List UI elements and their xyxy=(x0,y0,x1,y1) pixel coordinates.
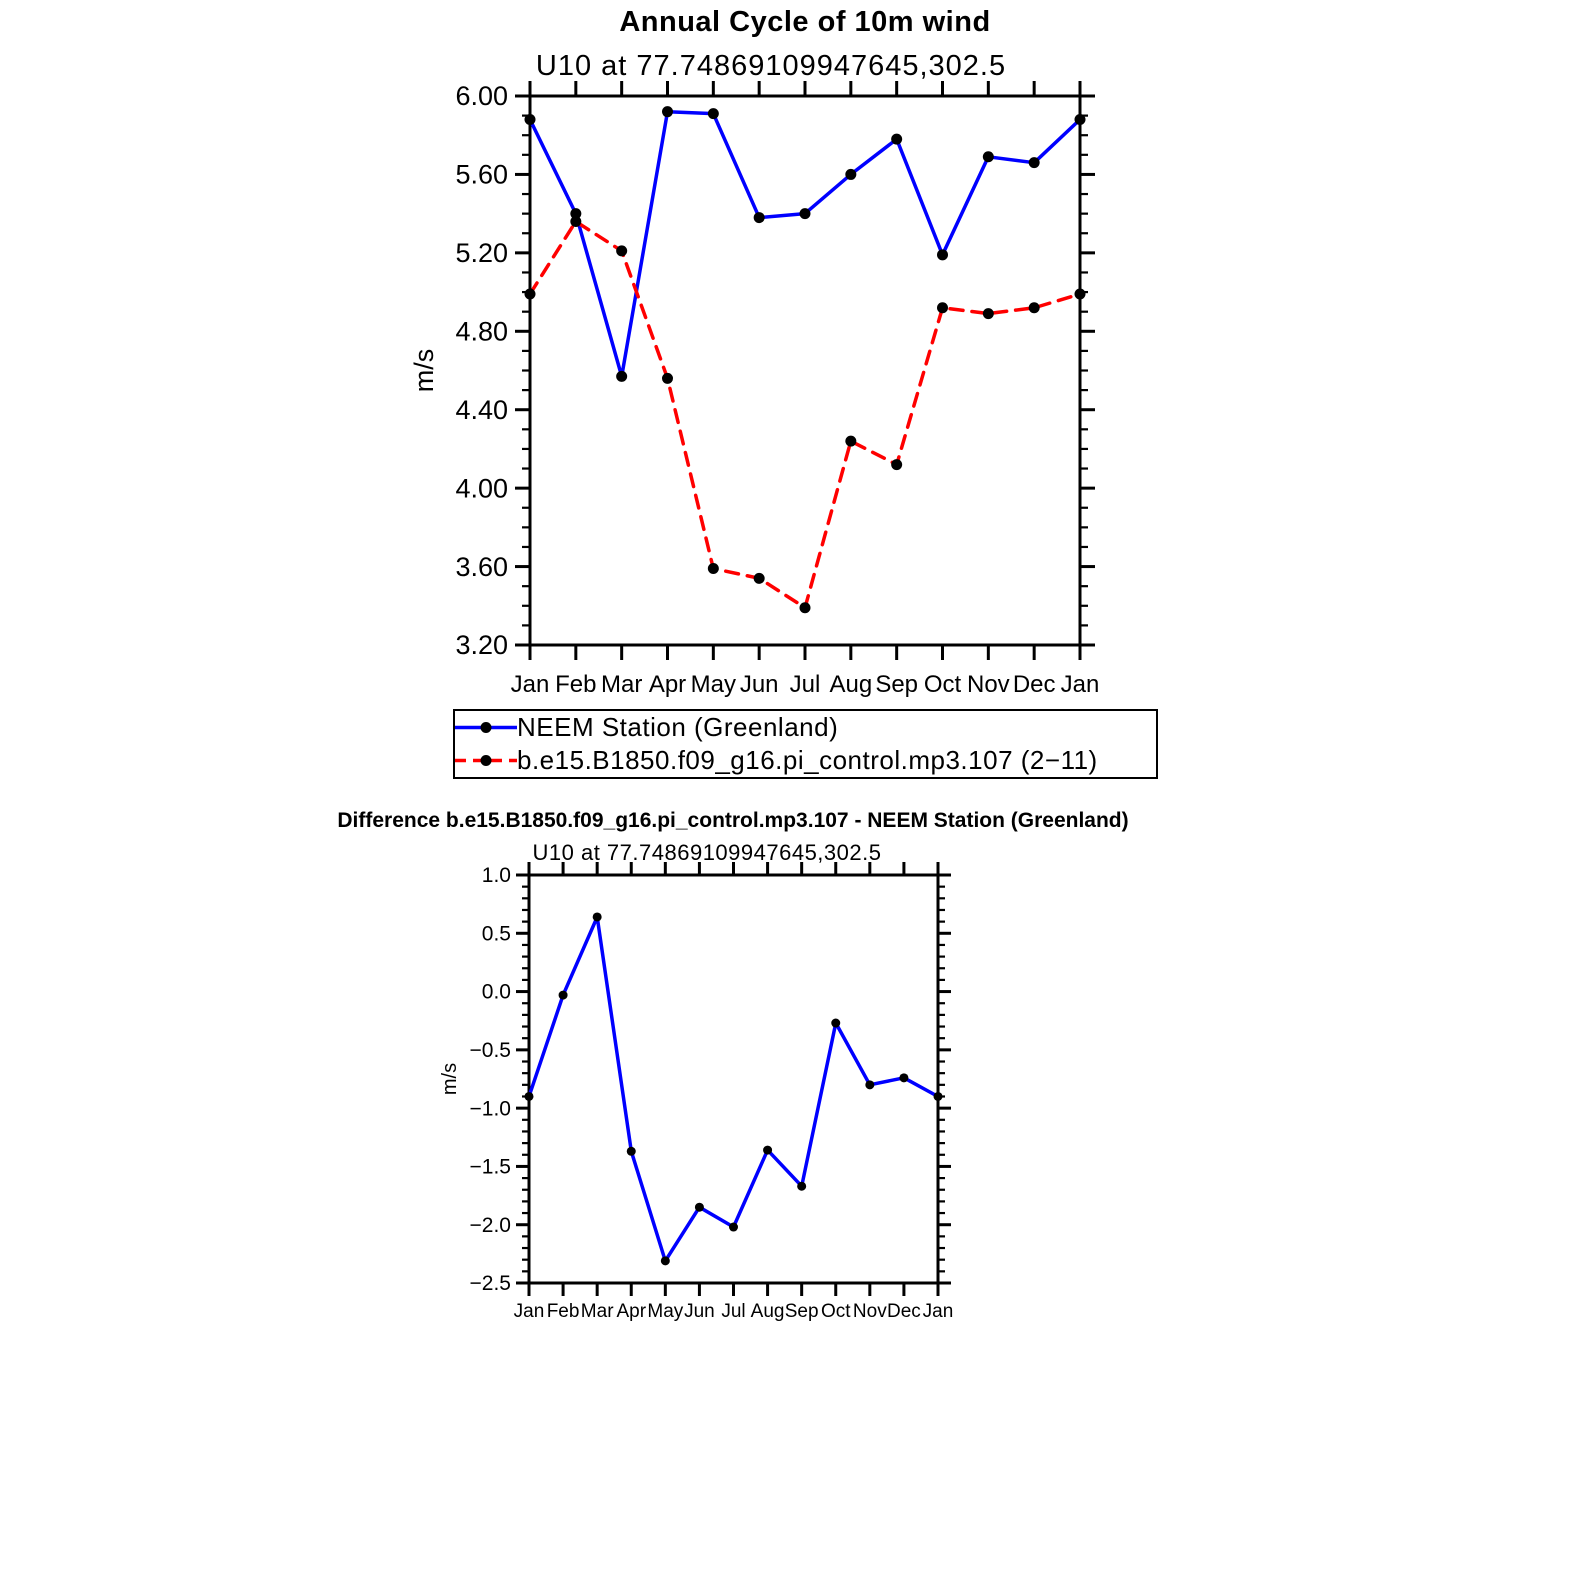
data-point xyxy=(708,108,719,119)
data-point xyxy=(800,208,811,219)
x-tick-label: Oct xyxy=(820,1301,851,1322)
data-point xyxy=(1075,114,1086,125)
data-point xyxy=(831,1019,840,1028)
x-tick-label: Jan xyxy=(922,1301,954,1322)
legend xyxy=(453,709,1158,779)
x-tick-label: Apr xyxy=(616,1301,647,1322)
data-point xyxy=(1075,289,1086,300)
difference-chart-subtitle: U10 at 77.74869109947645,302.5 xyxy=(532,840,882,865)
legend-entry-label: NEEM Station (Greenland) xyxy=(517,712,839,742)
series-line-0 xyxy=(529,917,938,1261)
x-tick-label: Nov xyxy=(966,671,1010,698)
data-point xyxy=(525,289,536,300)
x-tick-label: Sep xyxy=(784,1301,819,1322)
data-point xyxy=(525,114,536,125)
data-point xyxy=(616,245,627,256)
data-point xyxy=(891,134,902,145)
data-point xyxy=(845,436,856,447)
chart-1 xyxy=(439,862,953,1322)
data-point xyxy=(1029,302,1040,313)
series-line-1 xyxy=(530,222,1080,608)
y-tick-label: 1.0 xyxy=(481,864,511,888)
y-axis-title: m/s xyxy=(439,1062,461,1096)
data-point xyxy=(937,249,948,260)
y-tick-label: 0.0 xyxy=(481,980,511,1004)
data-point xyxy=(661,1256,670,1265)
x-tick-label: Apr xyxy=(648,671,687,698)
x-tick-label: Aug xyxy=(750,1301,785,1322)
data-point xyxy=(708,563,719,574)
data-point xyxy=(559,991,568,1000)
x-tick-label: Feb xyxy=(555,671,597,698)
legend-entry-neem xyxy=(455,711,1156,744)
data-point xyxy=(570,216,581,227)
y-tick-label: −1.5 xyxy=(469,1155,511,1179)
data-point xyxy=(593,912,602,921)
x-tick-label: May xyxy=(690,671,737,698)
x-tick-label: Dec xyxy=(887,1301,921,1322)
x-tick-label: Oct xyxy=(923,671,962,698)
x-tick-label: Mar xyxy=(580,1301,614,1322)
data-point xyxy=(729,1223,738,1232)
y-tick-label: 6.00 xyxy=(455,81,508,112)
data-point xyxy=(695,1203,704,1212)
data-point xyxy=(754,212,765,223)
data-point xyxy=(763,1146,772,1155)
x-tick-label: Jul xyxy=(721,1301,746,1322)
data-point xyxy=(797,1182,806,1191)
y-tick-label: 4.00 xyxy=(455,473,508,504)
x-tick-label: Aug xyxy=(829,671,873,698)
y-tick-label: 4.40 xyxy=(455,394,508,425)
x-tick-label: Dec xyxy=(1012,671,1056,698)
x-tick-label: Jun xyxy=(739,671,779,698)
legend-entry-label: b.e15.B1850.f09_g16.pi_control.mp3.107 (2−11) xyxy=(517,745,1098,775)
data-point xyxy=(754,573,765,584)
series-line-0 xyxy=(530,112,1080,377)
y-tick-label: 5.20 xyxy=(455,238,508,269)
neem-line-sample-icon xyxy=(455,711,517,744)
x-tick-label: Jul xyxy=(789,671,821,698)
data-point xyxy=(891,459,902,470)
data-point xyxy=(983,151,994,162)
data-point xyxy=(865,1080,874,1089)
x-tick-label: Jan xyxy=(510,671,550,698)
x-tick-label: Feb xyxy=(546,1301,580,1322)
difference-chart-title: Difference b.e15.B1850.f09_g16.pi_control.mp3.107 - NEEM Station (Greenland) xyxy=(337,809,1129,832)
data-point xyxy=(800,602,811,613)
y-tick-label: −0.5 xyxy=(469,1038,511,1062)
legend-entry-model xyxy=(455,744,1156,777)
x-tick-label: May xyxy=(647,1301,684,1322)
y-tick-label: 3.20 xyxy=(455,630,508,661)
y-tick-label: −1.0 xyxy=(469,1097,511,1121)
y-axis-title: m/s xyxy=(409,348,439,393)
y-tick-label: −2.0 xyxy=(469,1213,511,1237)
data-point xyxy=(1029,157,1040,168)
x-tick-label: Jun xyxy=(684,1301,715,1322)
data-point xyxy=(899,1073,908,1082)
data-point xyxy=(616,371,627,382)
legend-sample-marker xyxy=(481,755,492,766)
top-chart-title: Annual Cycle of 10m wind xyxy=(619,6,991,38)
legend-sample-marker xyxy=(481,722,492,733)
data-point xyxy=(627,1147,636,1156)
data-point xyxy=(662,373,673,384)
data-point xyxy=(845,169,856,180)
data-point xyxy=(983,308,994,319)
x-tick-label: Jan xyxy=(1060,671,1100,698)
chart-0 xyxy=(409,81,1099,698)
top-chart-subtitle: U10 at 77.74869109947645,302.5 xyxy=(535,50,1007,82)
data-point xyxy=(937,302,948,313)
model-line-sample-icon xyxy=(455,744,517,777)
x-tick-label: Nov xyxy=(852,1301,887,1322)
y-tick-label: 3.60 xyxy=(455,551,508,582)
data-point xyxy=(525,1092,534,1101)
data-point xyxy=(662,106,673,117)
x-tick-label: Jan xyxy=(513,1301,545,1322)
y-tick-label: −2.5 xyxy=(469,1272,511,1296)
y-tick-label: 4.80 xyxy=(455,316,508,347)
y-tick-label: 5.60 xyxy=(455,159,508,190)
data-point xyxy=(934,1092,943,1101)
x-tick-label: Sep xyxy=(875,671,919,698)
plot-box xyxy=(530,96,1080,645)
y-tick-label: 0.5 xyxy=(481,922,511,946)
x-tick-label: Mar xyxy=(600,671,643,698)
